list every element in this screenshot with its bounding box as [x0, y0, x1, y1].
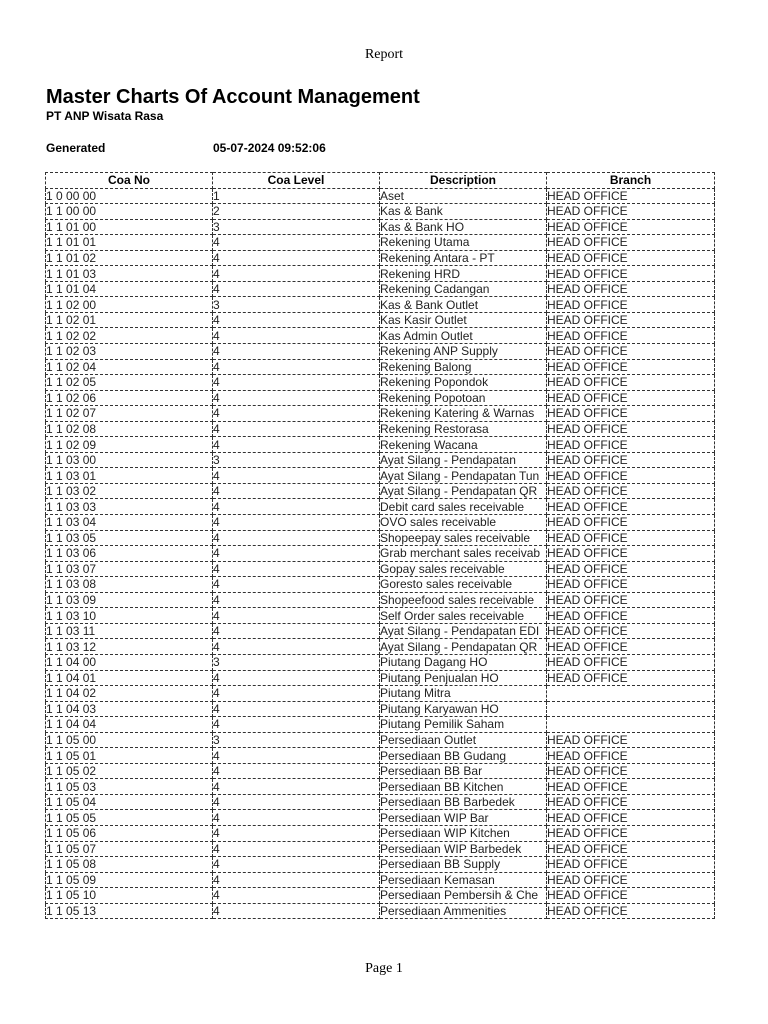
description-cell: Ayat Silang - Pendapatan Tun: [380, 468, 547, 484]
description-cell: Rekening Cadangan: [380, 281, 547, 297]
coa-no-cell: 1 1 02 01: [46, 312, 213, 328]
coa-level-cell: 3: [213, 654, 380, 670]
description-cell: Piutang Mitra: [380, 686, 547, 702]
branch-cell: HEAD OFFICE: [547, 639, 715, 655]
table-row: [46, 841, 715, 857]
coa-level-cell: 4: [213, 437, 380, 453]
table-row: [46, 577, 715, 593]
table-row: [46, 281, 715, 297]
description-cell: Kas & Bank HO: [380, 219, 547, 235]
coa-level-cell: 4: [213, 872, 380, 888]
table-row: [46, 779, 715, 795]
table-row: [46, 670, 715, 686]
branch-cell: HEAD OFFICE: [547, 281, 715, 297]
coa-level-cell: 4: [213, 810, 380, 826]
branch-cell: HEAD OFFICE: [547, 608, 715, 624]
table-row: [46, 592, 715, 608]
coa-level-cell: 4: [213, 608, 380, 624]
table-row: [46, 654, 715, 670]
branch-cell: HEAD OFFICE: [547, 841, 715, 857]
coa-level-cell: 4: [213, 592, 380, 608]
table-row: [46, 561, 715, 577]
table-row: [46, 794, 715, 810]
table-row: [46, 266, 715, 282]
description-cell: Grab merchant sales receivab: [380, 546, 547, 562]
branch-cell: HEAD OFFICE: [547, 421, 715, 437]
branch-cell: HEAD OFFICE: [547, 561, 715, 577]
table-row: [46, 483, 715, 499]
coa-no-cell: 1 1 03 10: [46, 608, 213, 624]
coa-level-cell: 4: [213, 717, 380, 733]
description-cell: Rekening HRD: [380, 266, 547, 282]
description-cell: Persediaan WIP Bar: [380, 810, 547, 826]
branch-cell: HEAD OFFICE: [547, 297, 715, 313]
description-cell: Persediaan BB Kitchen: [380, 779, 547, 795]
table-row: [46, 312, 715, 328]
coa-no-cell: 1 1 05 09: [46, 872, 213, 888]
description-cell: Kas & Bank: [380, 204, 547, 220]
table-row: [46, 639, 715, 655]
branch-cell: HEAD OFFICE: [547, 375, 715, 391]
description-cell: Persediaan Pembersih & Che: [380, 888, 547, 904]
description-cell: Piutang Karyawan HO: [380, 701, 547, 717]
branch-cell: HEAD OFFICE: [547, 188, 715, 204]
coa-no-cell: 1 1 02 03: [46, 344, 213, 360]
branch-cell: HEAD OFFICE: [547, 732, 715, 748]
description-cell: Persediaan WIP Kitchen: [380, 825, 547, 841]
coa-level-cell: 4: [213, 825, 380, 841]
coa-no-cell: 1 1 02 05: [46, 375, 213, 391]
table-row: [46, 872, 715, 888]
description-cell: Piutang Dagang HO: [380, 654, 547, 670]
coa-level-cell: 4: [213, 235, 380, 251]
company-name: PT ANP Wisata Rasa: [46, 109, 164, 123]
coa-no-cell: 1 1 03 11: [46, 623, 213, 639]
page-header: Report: [364, 47, 404, 62]
column-header-description: Description: [380, 173, 547, 189]
description-cell: Aset: [380, 188, 547, 204]
coa-no-cell: 1 1 03 04: [46, 515, 213, 531]
coa-level-cell: 4: [213, 468, 380, 484]
branch-cell: HEAD OFFICE: [547, 515, 715, 531]
table-row: [46, 437, 715, 453]
description-cell: Rekening Popotoan: [380, 390, 547, 406]
branch-cell: HEAD OFFICE: [547, 483, 715, 499]
column-header-coa-level: Coa Level: [213, 173, 380, 189]
table-row: [46, 344, 715, 360]
description-cell: Rekening Balong: [380, 359, 547, 375]
coa-no-cell: 1 1 05 00: [46, 732, 213, 748]
description-cell: Shopeefood sales receivable: [380, 592, 547, 608]
description-cell: Rekening ANP Supply: [380, 344, 547, 360]
coa-no-cell: 1 1 00 00: [46, 204, 213, 220]
branch-cell: HEAD OFFICE: [547, 763, 715, 779]
table-row: [46, 732, 715, 748]
description-cell: Kas Admin Outlet: [380, 328, 547, 344]
coa-level-cell: 4: [213, 483, 380, 499]
table-row: [46, 748, 715, 764]
branch-cell: HEAD OFFICE: [547, 903, 715, 919]
branch-cell: HEAD OFFICE: [547, 546, 715, 562]
coa-no-cell: 1 1 04 02: [46, 686, 213, 702]
coa-level-cell: 4: [213, 841, 380, 857]
description-cell: Persediaan BB Gudang: [380, 748, 547, 764]
table-row: [46, 546, 715, 562]
branch-cell: [547, 717, 715, 733]
coa-no-cell: 1 1 05 03: [46, 779, 213, 795]
coa-no-cell: 1 1 02 07: [46, 406, 213, 422]
description-cell: Debit card sales receivable: [380, 499, 547, 515]
coa-level-cell: 4: [213, 344, 380, 360]
coa-no-cell: 1 1 04 01: [46, 670, 213, 686]
branch-cell: HEAD OFFICE: [547, 328, 715, 344]
coa-level-cell: 4: [213, 701, 380, 717]
table-row: [46, 686, 715, 702]
branch-cell: HEAD OFFICE: [547, 530, 715, 546]
coa-level-cell: 4: [213, 406, 380, 422]
description-cell: Ayat Silang - Pendapatan EDI: [380, 623, 547, 639]
branch-cell: HEAD OFFICE: [547, 825, 715, 841]
branch-cell: HEAD OFFICE: [547, 810, 715, 826]
table-row: [46, 608, 715, 624]
coa-no-cell: 1 1 05 10: [46, 888, 213, 904]
coa-no-cell: 1 1 04 04: [46, 717, 213, 733]
coa-no-cell: 1 1 03 09: [46, 592, 213, 608]
coa-level-cell: 4: [213, 421, 380, 437]
description-cell: Kas Kasir Outlet: [380, 312, 547, 328]
description-cell: Rekening Popondok: [380, 375, 547, 391]
coa-level-cell: 4: [213, 561, 380, 577]
table-row: [46, 188, 715, 204]
coa-level-cell: 4: [213, 312, 380, 328]
branch-cell: [547, 686, 715, 702]
coa-no-cell: 1 1 01 04: [46, 281, 213, 297]
branch-cell: HEAD OFFICE: [547, 359, 715, 375]
coa-no-cell: 1 1 03 12: [46, 639, 213, 655]
coa-level-cell: 4: [213, 670, 380, 686]
coa-no-cell: 1 1 03 01: [46, 468, 213, 484]
coa-no-cell: 1 1 03 07: [46, 561, 213, 577]
branch-cell: HEAD OFFICE: [547, 250, 715, 266]
coa-table: [45, 172, 715, 919]
coa-level-cell: 4: [213, 577, 380, 593]
coa-no-cell: 1 1 05 07: [46, 841, 213, 857]
coa-no-cell: 1 1 03 08: [46, 577, 213, 593]
table-row: [46, 359, 715, 375]
description-cell: Persediaan BB Supply: [380, 857, 547, 873]
description-cell: Persediaan BB Barbedek: [380, 794, 547, 810]
coa-level-cell: 4: [213, 748, 380, 764]
page-number: Page 1: [365, 961, 403, 976]
coa-level-cell: 3: [213, 452, 380, 468]
coa-no-cell: 1 1 02 09: [46, 437, 213, 453]
coa-no-cell: 1 1 05 01: [46, 748, 213, 764]
coa-level-cell: 4: [213, 857, 380, 873]
description-cell: Piutang Penjualan HO: [380, 670, 547, 686]
branch-cell: HEAD OFFICE: [547, 219, 715, 235]
description-cell: Ayat Silang - Pendapatan: [380, 452, 547, 468]
description-cell: Self Order sales receivable: [380, 608, 547, 624]
description-cell: Goresto sales receivable: [380, 577, 547, 593]
branch-cell: HEAD OFFICE: [547, 499, 715, 515]
branch-cell: HEAD OFFICE: [547, 468, 715, 484]
branch-cell: HEAD OFFICE: [547, 344, 715, 360]
description-cell: Ayat Silang - Pendapatan QR: [380, 639, 547, 655]
description-cell: Rekening Utama: [380, 235, 547, 251]
coa-level-cell: 4: [213, 390, 380, 406]
coa-level-cell: 4: [213, 359, 380, 375]
coa-level-cell: 4: [213, 888, 380, 904]
table-row: [46, 825, 715, 841]
coa-no-cell: 1 1 01 02: [46, 250, 213, 266]
coa-no-cell: 1 1 05 08: [46, 857, 213, 873]
coa-level-cell: 4: [213, 281, 380, 297]
table-row: [46, 219, 715, 235]
branch-cell: HEAD OFFICE: [547, 437, 715, 453]
coa-table-header: [46, 173, 715, 189]
description-cell: Gopay sales receivable: [380, 561, 547, 577]
branch-cell: HEAD OFFICE: [547, 888, 715, 904]
table-row: [46, 250, 715, 266]
table-row: [46, 204, 715, 220]
table-row: [46, 623, 715, 639]
branch-cell: HEAD OFFICE: [547, 452, 715, 468]
table-row: [46, 903, 715, 919]
branch-cell: HEAD OFFICE: [547, 235, 715, 251]
branch-cell: HEAD OFFICE: [547, 390, 715, 406]
coa-no-cell: 1 1 02 06: [46, 390, 213, 406]
coa-level-cell: 4: [213, 328, 380, 344]
coa-table-body: [46, 188, 715, 919]
coa-no-cell: 1 1 04 00: [46, 654, 213, 670]
branch-cell: HEAD OFFICE: [547, 794, 715, 810]
generated-timestamp: 05-07-2024 09:52:06: [213, 141, 326, 155]
description-cell: Shopeepay sales receivable: [380, 530, 547, 546]
coa-level-cell: 2: [213, 204, 380, 220]
table-row: [46, 515, 715, 531]
coa-level-cell: 3: [213, 297, 380, 313]
coa-level-cell: 4: [213, 763, 380, 779]
description-cell: Piutang Pemilik Saham: [380, 717, 547, 733]
table-row: [46, 375, 715, 391]
branch-cell: HEAD OFFICE: [547, 266, 715, 282]
branch-cell: HEAD OFFICE: [547, 204, 715, 220]
coa-level-cell: 4: [213, 499, 380, 515]
description-cell: Rekening Antara - PT: [380, 250, 547, 266]
coa-level-cell: 4: [213, 375, 380, 391]
description-cell: Rekening Wacana: [380, 437, 547, 453]
description-cell: OVO sales receivable: [380, 515, 547, 531]
coa-level-cell: 4: [213, 639, 380, 655]
branch-cell: HEAD OFFICE: [547, 312, 715, 328]
branch-cell: HEAD OFFICE: [547, 577, 715, 593]
description-cell: Rekening Restorasa: [380, 421, 547, 437]
branch-cell: HEAD OFFICE: [547, 654, 715, 670]
table-row: [46, 888, 715, 904]
coa-no-cell: 1 1 01 00: [46, 219, 213, 235]
coa-no-cell: 1 1 03 05: [46, 530, 213, 546]
coa-no-cell: 1 1 05 02: [46, 763, 213, 779]
table-row: [46, 530, 715, 546]
table-row: [46, 701, 715, 717]
coa-level-cell: 4: [213, 779, 380, 795]
coa-level-cell: 4: [213, 794, 380, 810]
coa-no-cell: 1 1 05 06: [46, 825, 213, 841]
description-cell: Persediaan BB Bar: [380, 763, 547, 779]
coa-no-cell: 1 1 05 13: [46, 903, 213, 919]
branch-cell: HEAD OFFICE: [547, 623, 715, 639]
description-cell: Persediaan Ammenities: [380, 903, 547, 919]
column-header-coa-no: Coa No: [46, 173, 213, 189]
branch-cell: HEAD OFFICE: [547, 857, 715, 873]
coa-no-cell: 1 1 03 03: [46, 499, 213, 515]
branch-cell: HEAD OFFICE: [547, 406, 715, 422]
header-row: [46, 173, 715, 189]
branch-cell: HEAD OFFICE: [547, 748, 715, 764]
description-cell: Persediaan WIP Barbedek: [380, 841, 547, 857]
generated-label: Generated: [46, 141, 106, 155]
coa-level-cell: 1: [213, 188, 380, 204]
coa-level-cell: 4: [213, 546, 380, 562]
column-header-branch: Branch: [547, 173, 715, 189]
coa-no-cell: 1 1 02 08: [46, 421, 213, 437]
coa-no-cell: 1 1 05 04: [46, 794, 213, 810]
branch-cell: HEAD OFFICE: [547, 779, 715, 795]
coa-no-cell: 1 0 00 00: [46, 188, 213, 204]
description-cell: Ayat Silang - Pendapatan QR: [380, 483, 547, 499]
coa-level-cell: 4: [213, 623, 380, 639]
description-cell: Persediaan Outlet: [380, 732, 547, 748]
branch-cell: [547, 701, 715, 717]
table-row: [46, 297, 715, 313]
table-row: [46, 857, 715, 873]
report-title: Master Charts Of Account Management: [46, 86, 420, 108]
coa-level-cell: 3: [213, 219, 380, 235]
branch-cell: HEAD OFFICE: [547, 872, 715, 888]
table-row: [46, 810, 715, 826]
coa-no-cell: 1 1 03 00: [46, 452, 213, 468]
coa-level-cell: 4: [213, 250, 380, 266]
coa-no-cell: 1 1 03 06: [46, 546, 213, 562]
coa-no-cell: 1 1 01 01: [46, 235, 213, 251]
table-row: [46, 717, 715, 733]
table-row: [46, 468, 715, 484]
table-row: [46, 421, 715, 437]
table-row: [46, 499, 715, 515]
table-row: [46, 406, 715, 422]
coa-no-cell: 1 1 01 03: [46, 266, 213, 282]
coa-no-cell: 1 1 04 03: [46, 701, 213, 717]
table-row: [46, 452, 715, 468]
coa-level-cell: 4: [213, 515, 380, 531]
coa-no-cell: 1 1 02 04: [46, 359, 213, 375]
table-row: [46, 390, 715, 406]
coa-level-cell: 4: [213, 903, 380, 919]
coa-no-cell: 1 1 05 05: [46, 810, 213, 826]
coa-no-cell: 1 1 02 00: [46, 297, 213, 313]
coa-level-cell: 3: [213, 732, 380, 748]
description-cell: Persediaan Kemasan: [380, 872, 547, 888]
table-row: [46, 235, 715, 251]
branch-cell: HEAD OFFICE: [547, 592, 715, 608]
table-row: [46, 763, 715, 779]
coa-level-cell: 4: [213, 530, 380, 546]
table-row: [46, 328, 715, 344]
description-cell: Kas & Bank Outlet: [380, 297, 547, 313]
coa-level-cell: 4: [213, 266, 380, 282]
coa-no-cell: 1 1 02 02: [46, 328, 213, 344]
coa-no-cell: 1 1 03 02: [46, 483, 213, 499]
coa-level-cell: 4: [213, 686, 380, 702]
branch-cell: HEAD OFFICE: [547, 670, 715, 686]
description-cell: Rekening Katering & Warnas: [380, 406, 547, 422]
